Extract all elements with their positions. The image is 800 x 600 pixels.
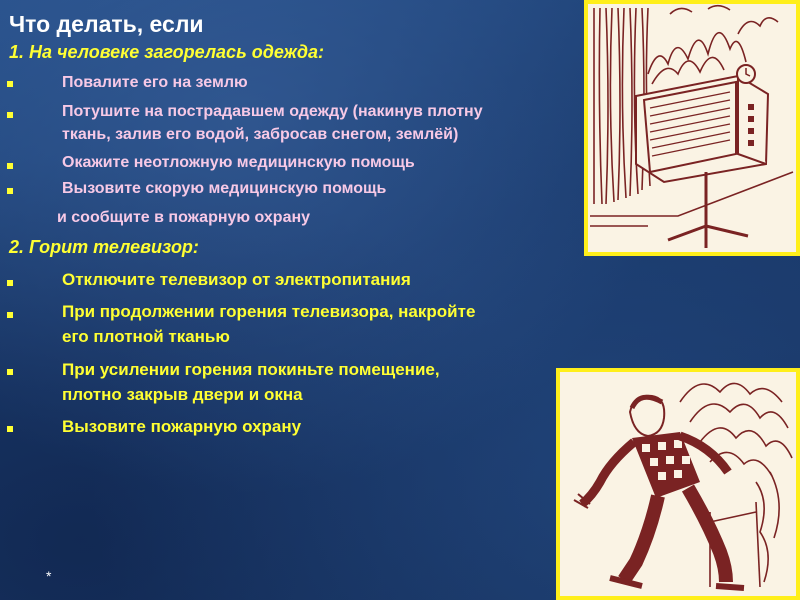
section-1-item-3: Окажите неотложную медицинскую помощь: [62, 154, 415, 171]
person-on-fire-illustration: [556, 368, 800, 600]
section-1-heading: 1. На человеке загорелась одежда:: [9, 42, 325, 62]
bullet-icon: [7, 81, 13, 87]
bullet-icon: [7, 312, 13, 318]
bullet-icon: [7, 188, 13, 194]
bullet-icon: [7, 112, 13, 118]
bullet-icon: [7, 163, 13, 169]
bullet-icon: [7, 426, 13, 432]
section-2-item-2-line-2: его плотной тканью: [62, 327, 230, 346]
slide-title: Что делать, если: [9, 11, 204, 37]
tv-drawing: [588, 4, 796, 252]
section-1-item-2-line-1: Потушите на пострадавшем одежду (накинув плотну: [62, 103, 483, 120]
person-drawing: [560, 372, 796, 596]
section-1-item-1: Повалите его на землю: [62, 74, 248, 91]
section-2-heading: 2. Горит телевизор:: [9, 237, 199, 257]
section-2-item-3-line-2: плотно закрыв двери и окна: [62, 385, 303, 404]
section-1-item-4: Вызовите скорую медицинскую помощь: [62, 180, 387, 197]
burning-tv-illustration: [584, 0, 800, 256]
section-2-item-2-line-1: При продолжении горения телевизора, накройте: [62, 302, 476, 321]
footer-marker: *: [46, 568, 52, 584]
section-1-item-2-line-2: ткань, залив его водой, забросав снегом, землёй): [62, 126, 459, 143]
bullet-icon: [7, 369, 13, 375]
section-2-item-3-line-1: При усилении горения покиньте помещение,: [62, 360, 440, 379]
section-1-item-4-continuation: и сообщите в пожарную охрану: [57, 209, 311, 226]
bullet-icon: [7, 280, 13, 286]
section-2-item-1: Отключите телевизор от электропитания: [62, 270, 411, 289]
section-2-item-4: Вызовите пожарную охрану: [62, 417, 302, 436]
